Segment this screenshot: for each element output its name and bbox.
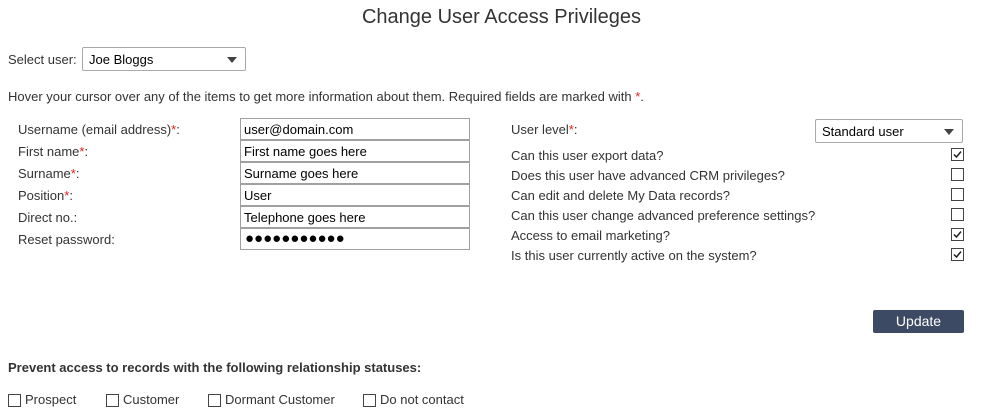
required-marker: * xyxy=(568,122,574,137)
label-colon: : xyxy=(84,144,89,159)
user-level-value: Standard user xyxy=(822,124,904,139)
checkmark-icon xyxy=(952,249,963,260)
page-title: Change User Access Privileges xyxy=(361,6,641,28)
chevron-down-icon xyxy=(227,57,237,63)
status-label: Prospect xyxy=(25,392,77,407)
required-marker: * xyxy=(64,188,70,203)
label-colon: : xyxy=(176,122,180,137)
edit-delete-records-checkbox[interactable] xyxy=(951,188,964,201)
hint-main: Hover your cursor over any of the items to get more information about them. Required fields are marked with xyxy=(8,89,636,104)
label-colon: : xyxy=(573,122,578,137)
position-label xyxy=(18,188,73,203)
username-field[interactable] xyxy=(240,118,470,140)
user-level-label-text: User level xyxy=(511,122,569,137)
direct-no-value: Telephone goes here xyxy=(244,210,366,225)
user-level-label xyxy=(511,122,577,137)
user-active-checkbox[interactable] xyxy=(951,248,964,261)
first-name-value: First name goes here xyxy=(244,144,367,159)
permission-label: Can this user change advanced preference settings? xyxy=(511,208,816,223)
dormant-customer-checkbox[interactable] xyxy=(208,394,221,407)
direct-no-label: Direct no.: xyxy=(18,210,78,225)
hint-end: . xyxy=(640,89,644,104)
username-label-text: Username (email address) xyxy=(18,122,172,137)
username-label xyxy=(18,122,180,137)
surname-field[interactable] xyxy=(240,162,470,184)
relationship-heading: Prevent access to records with the following relationship statuses: xyxy=(8,360,422,375)
surname-label-text: Surname xyxy=(18,166,71,181)
required-marker: * xyxy=(70,166,76,181)
checkmark-icon xyxy=(952,229,963,240)
do-not-contact-checkbox[interactable] xyxy=(363,394,376,407)
status-label: Do not contact xyxy=(380,392,464,407)
position-label-text: Position xyxy=(18,188,65,203)
advanced-crm-checkbox[interactable] xyxy=(951,168,964,181)
permission-label: Can edit and delete My Data records? xyxy=(511,188,730,203)
position-value: User xyxy=(244,188,272,203)
password-mask: ●●●●●●●●●●● xyxy=(245,230,345,247)
label-colon: : xyxy=(69,188,73,203)
direct-no-field[interactable] xyxy=(240,206,470,228)
email-marketing-checkbox[interactable] xyxy=(951,228,964,241)
select-user-dropdown[interactable] xyxy=(82,47,246,71)
status-label: Dormant Customer xyxy=(225,392,335,407)
reset-password-label: Reset password: xyxy=(18,232,115,247)
permission-label: Access to email marketing? xyxy=(511,228,670,243)
hint-text xyxy=(8,89,644,104)
customer-checkbox[interactable] xyxy=(106,394,119,407)
required-marker: * xyxy=(79,144,85,159)
required-marker: * xyxy=(635,89,641,104)
required-marker: * xyxy=(171,122,177,137)
status-label: Customer xyxy=(123,392,180,407)
permission-label: Can this user export data? xyxy=(511,148,664,163)
first-name-label-text: First name xyxy=(18,144,80,159)
update-button[interactable]: Update xyxy=(873,310,964,333)
advanced-preferences-checkbox[interactable] xyxy=(951,208,964,221)
user-level-dropdown[interactable] xyxy=(815,119,963,143)
first-name-field[interactable] xyxy=(240,140,470,162)
prospect-checkbox[interactable] xyxy=(8,394,21,407)
chevron-down-icon xyxy=(944,129,954,135)
first-name-label xyxy=(18,144,88,159)
checkmark-icon xyxy=(952,149,963,160)
select-user-label: Select user: xyxy=(8,52,77,67)
surname-label xyxy=(18,166,79,181)
position-field[interactable] xyxy=(240,184,470,206)
permission-label: Is this user currently active on the system? xyxy=(511,248,757,263)
export-data-checkbox[interactable] xyxy=(951,148,964,161)
username-value: user@domain.com xyxy=(244,122,354,137)
select-user-value: Joe Bloggs xyxy=(89,52,154,67)
permission-label: Does this user have advanced CRM privileges? xyxy=(511,168,785,183)
reset-password-field[interactable] xyxy=(240,228,470,250)
surname-value: Surname goes here xyxy=(244,166,359,181)
label-colon: : xyxy=(75,166,80,181)
